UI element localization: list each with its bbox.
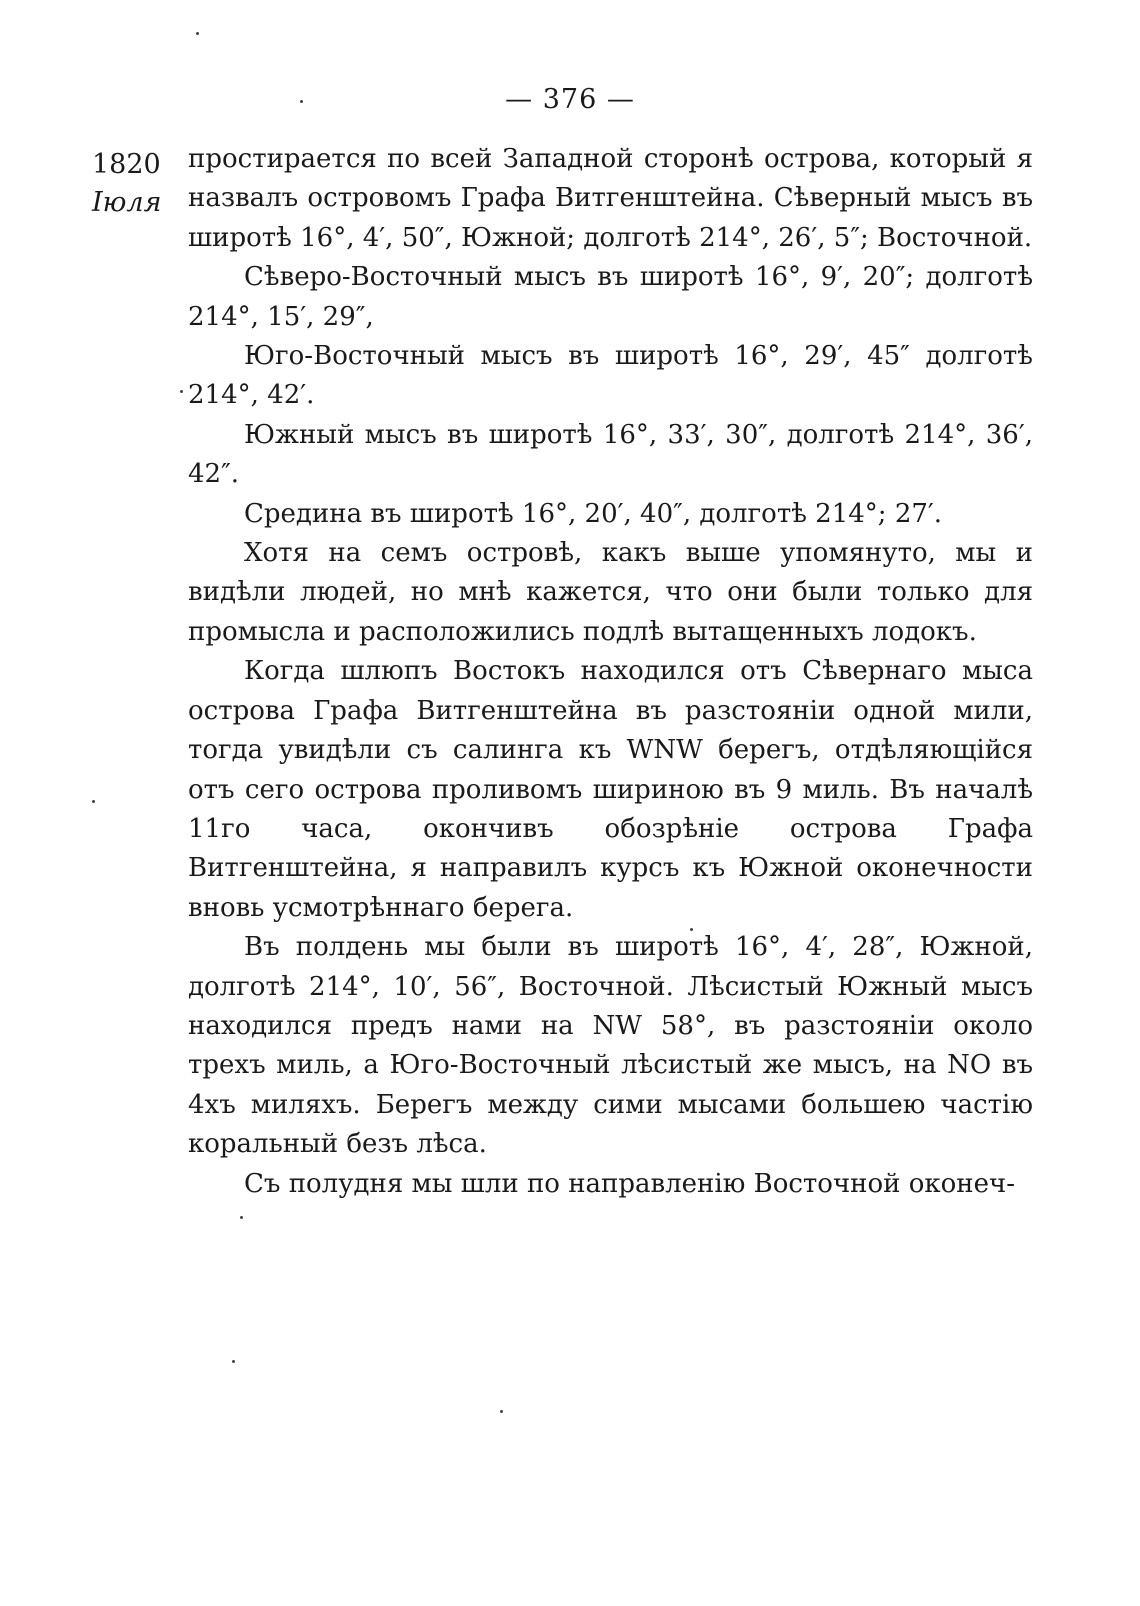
- scan-speck: [500, 1410, 503, 1413]
- paragraph: Хотя на семъ островѣ, какъ выше упомянуто, мы и видѣли людей, но мнѣ кажется, что они были только для промысла и расположились подлѣ вытащенныхъ лодокъ.: [188, 538, 1033, 647]
- margin-year: 1820: [92, 149, 161, 180]
- scan-speck: [180, 390, 183, 393]
- page-number: — 376 —: [505, 84, 635, 115]
- scan-speck: [232, 1360, 235, 1363]
- paragraph: Средина въ широтѣ 16°, 20′, 40″, долготѣ 214°; 27′.: [244, 498, 943, 529]
- paragraph: Сѣверо-Восточный мысъ въ широтѣ 16°, 9′, 20″; долготѣ 214°, 15′, 29″,: [188, 262, 1033, 332]
- scan-speck: [196, 32, 199, 35]
- margin-month: Іюля: [92, 187, 162, 218]
- scan-speck: [92, 800, 95, 803]
- paragraph: Съ полудня мы шли по направленію Восточной оконеч-: [244, 1168, 1015, 1199]
- scan-speck: [690, 928, 693, 931]
- paragraph: Южный мысъ въ широтѣ 16°, 33′, 30″, долготѣ 214°, 36′, 42″.: [188, 419, 1033, 490]
- scan-speck: [240, 1216, 243, 1219]
- scan-speck: [300, 100, 303, 103]
- margin-date: [92, 146, 162, 222]
- paragraph: Юго-Восточный мысъ въ широтѣ 16°, 29′, 45″ долготѣ 214°, 42′.: [188, 341, 1033, 411]
- paragraph: Когда шлюпъ Востокъ находился отъ Сѣвернаго мыса острова Графа Витгенштейна въ разстояніи одной мили, тогда увидѣли съ салинга къ WNW берегъ, отдѣляющійся отъ сего острова проливомъ шириною въ 9 миль. Въ началѣ 11го часа, окончивъ обозрѣніе острова Графа Витгенштейна, я направилъ курсъ къ Южной оконечности вновь усмотрѣннаго берега.: [188, 656, 1033, 923]
- body-text: [188, 140, 1033, 1204]
- paragraph: простирается по всей Западной сторонѣ острова, который я назвалъ островомъ Графа Витгенштейна. Сѣверный мысъ въ широтѣ 16°, 4′, 50″, Южной; долготѣ 214°, 26′, 5″; Восточной.: [188, 144, 1033, 253]
- paragraph: Въ полдень мы были въ широтѣ 16°, 4′, 28″, Южной, долготѣ 214°, 10′, 56″, Восточной. Лѣсистый Южный мысъ находился предъ нами на NW 58°, въ разстояніи около трехъ миль, а Юго-Восточный лѣсистый же мысъ, на NO въ 4хъ миляхъ. Берегъ между сими мысами большею частію коральный безъ лѣса.: [188, 932, 1033, 1160]
